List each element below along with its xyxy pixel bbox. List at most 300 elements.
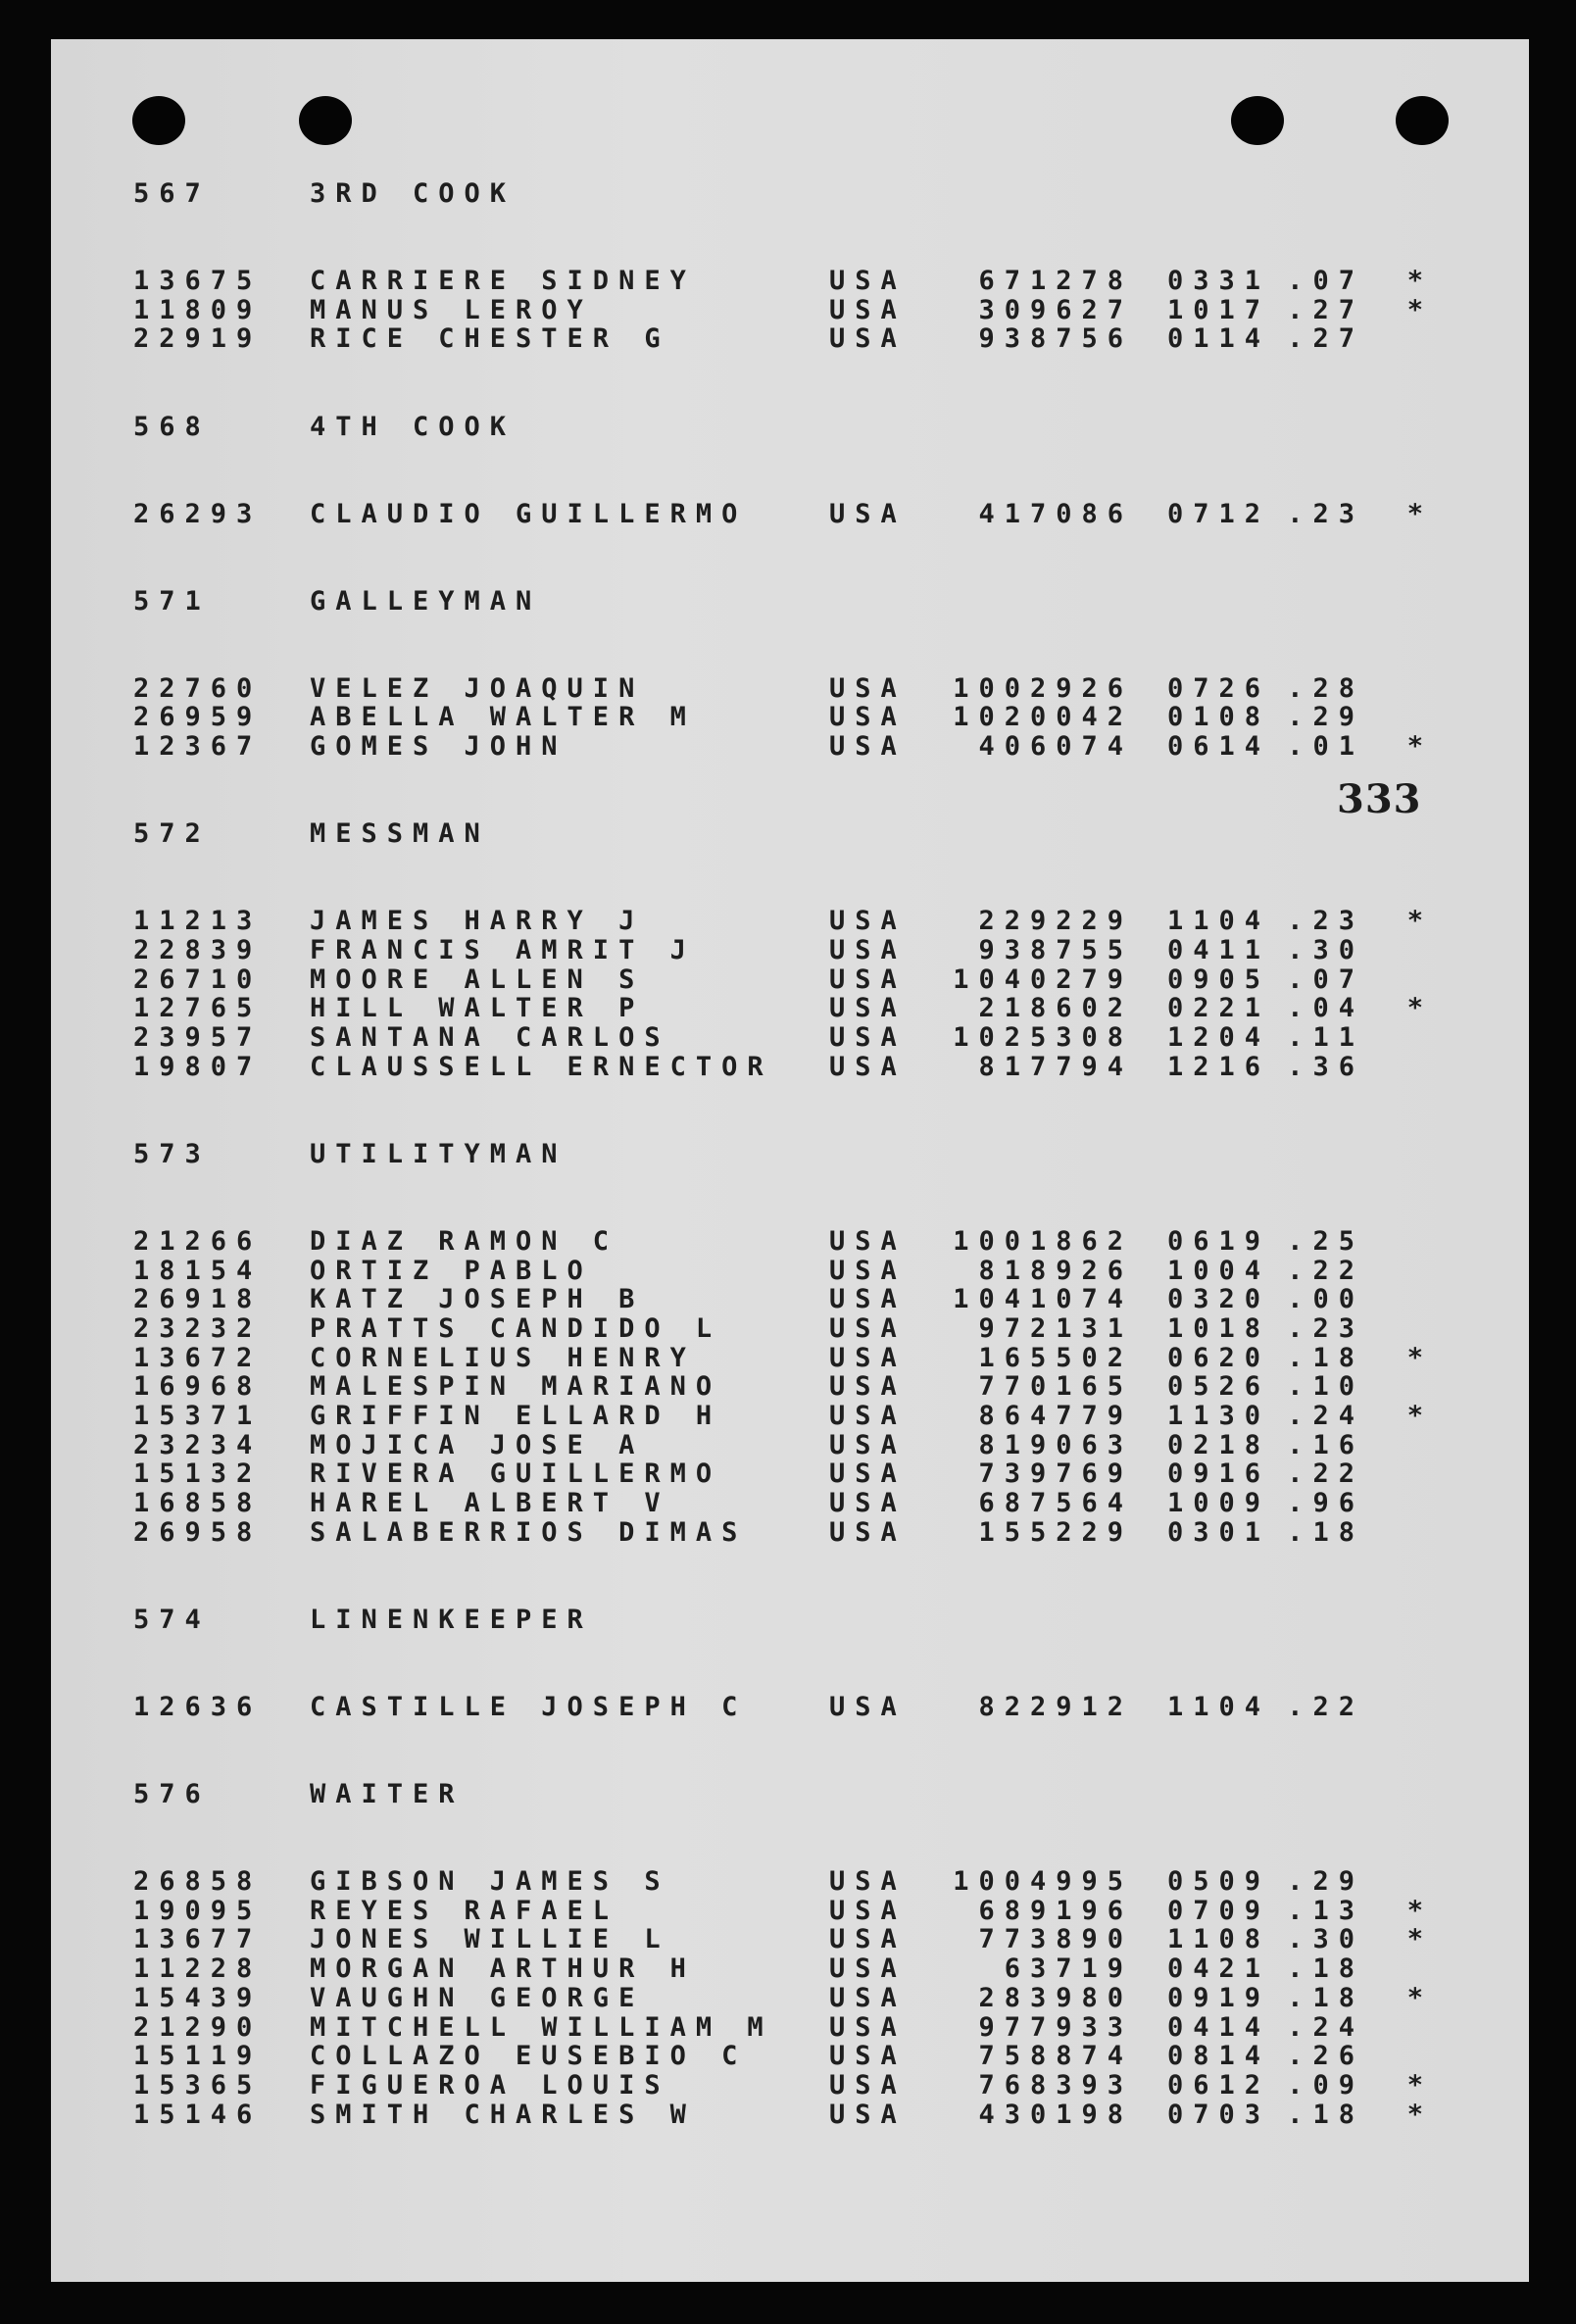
date-code: 0218 [1166,1429,1270,1460]
seaman-id: 11809 [133,294,263,325]
document-number: 1020042 [953,702,1133,733]
date-code: 0726 [1166,672,1270,704]
date-code: 1009 [1166,1488,1270,1519]
crew-row [133,1402,1486,1431]
rate-value: .18 [1287,1953,1364,1985]
seaman-name: RICE CHESTER G [310,323,670,355]
date-code: 0331 [1166,266,1270,297]
date-code: 0421 [1166,1953,1270,1985]
crew-row [133,1053,1486,1082]
rating-section [133,1140,1486,1606]
asterisk-mark [1364,1053,1433,1082]
date-code: 0709 [1166,1895,1270,1926]
date-code: 0114 [1166,323,1270,355]
punch-hole [132,96,185,145]
seaman-id: 15439 [133,1982,263,2013]
citizenship: USA [829,498,907,529]
asterisk-mark [1364,1459,1433,1489]
seaman-id: 15365 [133,2069,263,2101]
rate-value: .18 [1287,2099,1364,2130]
asterisk-mark: * [1406,266,1433,297]
citizenship: USA [829,1516,907,1548]
rate-value: .09 [1287,2069,1364,2101]
asterisk-mark [1364,1431,1433,1460]
document-number: 818926 [978,1255,1133,1286]
seaman-name: MOJICA JOSE A [310,1429,645,1460]
citizenship: USA [829,1284,907,1315]
rate-value: .28 [1287,672,1364,704]
crew-row [133,1867,1486,1897]
document-number: 229229 [978,906,1133,937]
seaman-name: FRANCIS AMRIT J [310,934,696,965]
date-code: 1216 [1166,1051,1270,1082]
seaman-id: 12765 [133,993,263,1024]
seaman-name: MITCHELL WILLIAM M [310,2011,773,2043]
rate-value: .23 [1287,498,1364,529]
date-code: 0620 [1166,1342,1270,1373]
citizenship: USA [829,934,907,965]
crew-row [133,267,1486,296]
section-title: 4TH COOK [310,411,517,442]
rate-value: .29 [1287,1866,1364,1898]
citizenship: USA [829,906,907,937]
rate-value: .29 [1287,702,1364,733]
seaman-id: 13677 [133,1924,263,1955]
asterisk-mark [1364,1693,1433,1722]
seaman-id: 26918 [133,1284,263,1315]
asterisk-mark [1364,965,1433,995]
date-code: 1130 [1166,1401,1270,1432]
citizenship: USA [829,993,907,1024]
rating-section [133,1606,1486,1780]
rate-value: .07 [1287,964,1364,995]
seaman-id: 26293 [133,498,263,529]
punch-hole [299,96,352,145]
seaman-id: 19807 [133,1051,263,1082]
section-code: 576 [133,1779,211,1809]
crew-row [133,1693,1486,1722]
document-number: 309627 [978,294,1133,325]
asterisk-mark: * [1406,498,1433,529]
section-code: 567 [133,178,211,209]
rate-value: .27 [1287,323,1364,355]
crew-row [133,324,1486,354]
seaman-name: RIVERA GUILLERMO [310,1459,722,1490]
seaman-name: SANTANA CARLOS [310,1022,670,1054]
asterisk-mark [1364,1518,1433,1548]
section-header [133,1606,1486,1635]
document-number: 977933 [978,2011,1133,2043]
citizenship: USA [829,731,907,763]
seaman-id: 19095 [133,1895,263,1926]
rate-value: .04 [1287,993,1364,1024]
asterisk-mark [1364,703,1433,732]
asterisk-mark [1364,1227,1433,1257]
seaman-id: 26710 [133,964,263,995]
rate-value: .27 [1287,294,1364,325]
rate-value: .18 [1287,1982,1364,2013]
document-number: 864779 [978,1401,1133,1432]
document-number: 773890 [978,1924,1133,1955]
punch-hole [1231,96,1284,145]
crew-row [133,1023,1486,1053]
rating-section [133,1780,1486,2129]
citizenship: USA [829,294,907,325]
asterisk-mark [1364,2013,1433,2043]
seaman-id: 15132 [133,1459,263,1490]
date-code: 1104 [1166,906,1270,937]
seaman-name: CLAUDIO GUILLERMO [310,498,748,529]
document-number: 63719 [1004,1953,1133,1985]
rating-section [133,587,1486,820]
seaman-name: PRATTS CANDIDO L [310,1312,722,1344]
seaman-name: GIBSON JAMES S [310,1866,670,1898]
asterisk-mark: * [1406,2069,1433,2101]
citizenship: USA [829,1924,907,1955]
rate-value: .07 [1287,266,1364,297]
seaman-name: CARRIERE SIDNEY [310,266,696,297]
section-code: 571 [133,585,211,617]
date-code: 0619 [1166,1225,1270,1257]
rate-value: .30 [1287,934,1364,965]
date-code: 0320 [1166,1284,1270,1315]
rate-value: .23 [1287,1312,1364,1344]
section-title: 3RD COOK [310,178,517,209]
citizenship: USA [829,1401,907,1432]
date-code: 0108 [1166,702,1270,733]
crew-row [133,1314,1486,1344]
date-code: 0614 [1166,731,1270,763]
seaman-name: JONES WILLIE L [310,1924,670,1955]
date-code: 1204 [1166,1022,1270,1054]
rate-value: .23 [1287,906,1364,937]
seaman-name: SMITH CHARLES W [310,2099,696,2130]
seaman-id: 12367 [133,731,263,763]
seaman-name: COLLAZO EUSEBIO C [310,2041,748,2072]
document-number: 165502 [978,1342,1133,1373]
document-number: 770165 [978,1371,1133,1403]
document-number: 430198 [978,2099,1133,2130]
document-number: 1001862 [953,1225,1133,1257]
document-number: 689196 [978,1895,1133,1926]
seaman-name: REYES RAFAEL [310,1895,619,1926]
document-number: 1041074 [953,1284,1133,1315]
rate-value: .01 [1287,731,1364,763]
document-number: 817794 [978,1051,1133,1082]
seaman-id: 21266 [133,1225,263,1257]
rate-value: .26 [1287,2041,1364,2072]
rating-section [133,819,1486,1140]
seaman-id: 18154 [133,1255,263,1286]
rate-value: .18 [1287,1342,1364,1373]
section-title: LINENKEEPER [310,1604,593,1635]
rating-section [133,179,1486,413]
date-code: 0612 [1166,2069,1270,2101]
crew-row [133,703,1486,732]
seaman-name: ORTIZ PABLO [310,1255,593,1286]
seaman-id: 16858 [133,1488,263,1519]
asterisk-mark: * [1406,1895,1433,1926]
rate-value: .24 [1287,2011,1364,2043]
citizenship: USA [829,2041,907,2072]
document-number: 822912 [978,1691,1133,1722]
crew-row [133,1518,1486,1548]
rate-value: .36 [1287,1051,1364,1082]
document-number: 739769 [978,1459,1133,1490]
document-number: 1004995 [953,1866,1133,1898]
asterisk-mark [1364,324,1433,354]
seaman-name: CLAUSSELL ERNECTOR [310,1051,773,1082]
asterisk-mark: * [1406,906,1433,937]
rate-value: .13 [1287,1895,1364,1926]
date-code: 0301 [1166,1516,1270,1548]
citizenship: USA [829,1953,907,1985]
date-code: 1004 [1166,1255,1270,1286]
section-title: UTILITYMAN [310,1138,567,1169]
seaman-id: 23957 [133,1022,263,1054]
section-code: 573 [133,1138,211,1169]
seaman-name: MORGAN ARTHUR H [310,1953,696,1985]
date-code: 0414 [1166,2011,1270,2043]
rate-value: .10 [1287,1371,1364,1403]
document-number: 1025308 [953,1022,1133,1054]
asterisk-mark [1364,1867,1433,1897]
crew-row [133,965,1486,995]
date-code: 0916 [1166,1459,1270,1490]
date-code: 0221 [1166,993,1270,1024]
asterisk-mark [1364,1954,1433,1984]
document-number: 406074 [978,731,1133,763]
seaman-name: HILL WALTER P [310,993,645,1024]
date-code: 1104 [1166,1691,1270,1722]
crew-row [133,1285,1486,1314]
citizenship: USA [829,1982,907,2013]
crew-row [133,1954,1486,1984]
crew-row [133,500,1486,529]
date-code: 0712 [1166,498,1270,529]
seaman-id: 13675 [133,266,263,297]
document-number: 155229 [978,1516,1133,1548]
seaman-name: KATZ JOSEPH B [310,1284,645,1315]
rate-value: .22 [1287,1691,1364,1722]
seaman-id: 26959 [133,702,263,733]
asterisk-mark: * [1406,294,1433,325]
crew-row [133,994,1486,1023]
seaman-name: MALESPIN MARIANO [310,1371,722,1403]
seaman-id: 12636 [133,1691,263,1722]
citizenship: USA [829,2069,907,2101]
seaman-id: 26958 [133,1516,263,1548]
date-code: 1108 [1166,1924,1270,1955]
seaman-id: 16968 [133,1371,263,1403]
document-number: 671278 [978,266,1133,297]
citizenship: USA [829,1488,907,1519]
seaman-id: 15371 [133,1401,263,1432]
document-number: 938756 [978,323,1133,355]
section-title: WAITER [310,1779,465,1809]
page-number-stamp: 333 [1337,776,1422,822]
asterisk-mark [1364,936,1433,965]
seaman-name: CORNELIUS HENRY [310,1342,696,1373]
citizenship: USA [829,1459,907,1490]
date-code: 0905 [1166,964,1270,995]
seaman-name: HAREL ALBERT V [310,1488,670,1519]
date-code: 0509 [1166,1866,1270,1898]
seaman-name: JAMES HARRY J [310,906,645,937]
asterisk-mark: * [1406,993,1433,1024]
crew-row [133,1344,1486,1373]
crew-listing [133,179,1486,2129]
seaman-id: 23234 [133,1429,263,1460]
seaman-id: 23232 [133,1312,263,1344]
citizenship: USA [829,1312,907,1344]
asterisk-mark [1364,1314,1433,1344]
rate-value: .16 [1287,1429,1364,1460]
document-number: 687564 [978,1488,1133,1519]
seaman-name: DIAZ RAMON C [310,1225,619,1257]
citizenship: USA [829,2011,907,2043]
seaman-id: 21290 [133,2011,263,2043]
section-header [133,413,1486,442]
rate-value: .96 [1287,1488,1364,1519]
section-header [133,587,1486,617]
rate-value: .11 [1287,1022,1364,1054]
document-number: 218602 [978,993,1133,1024]
section-code: 574 [133,1604,211,1635]
date-code: 0703 [1166,2099,1270,2130]
crew-row [133,1372,1486,1402]
section-header [133,179,1486,209]
document-number: 758874 [978,2041,1133,2072]
rate-value: .22 [1287,1459,1364,1490]
citizenship: USA [829,1225,907,1257]
citizenship: USA [829,672,907,704]
citizenship: USA [829,964,907,995]
citizenship: USA [829,1691,907,1722]
seaman-id: 15119 [133,2041,263,2072]
citizenship: USA [829,2099,907,2130]
section-header [133,819,1486,849]
asterisk-mark: * [1406,1924,1433,1955]
rate-value: .18 [1287,1516,1364,1548]
rate-value: .00 [1287,1284,1364,1315]
asterisk-mark [1364,674,1433,704]
date-code: 1018 [1166,1312,1270,1344]
seaman-name: SALABERRIOS DIMAS [310,1516,748,1548]
date-code: 0411 [1166,934,1270,965]
citizenship: USA [829,1255,907,1286]
date-code: 0919 [1166,1982,1270,2013]
crew-row [133,1984,1486,2013]
seaman-id: 15146 [133,2099,263,2130]
citizenship: USA [829,1342,907,1373]
seaman-id: 11213 [133,906,263,937]
section-title: MESSMAN [310,818,490,850]
asterisk-mark: * [1406,2099,1433,2130]
citizenship: USA [829,1429,907,1460]
seaman-name: ABELLA WALTER M [310,702,696,733]
citizenship: USA [829,1895,907,1926]
rate-value: .30 [1287,1924,1364,1955]
punch-hole [1396,96,1449,145]
date-code: 0526 [1166,1371,1270,1403]
seaman-id: 13672 [133,1342,263,1373]
crew-row [133,296,1486,325]
seaman-name: MOORE ALLEN S [310,964,645,995]
section-header [133,1780,1486,1809]
document-number: 1002926 [953,672,1133,704]
document-number: 1040279 [953,964,1133,995]
crew-row [133,2013,1486,2043]
document-page [51,39,1529,2282]
document-number: 283980 [978,1982,1133,2013]
rate-value: .22 [1287,1255,1364,1286]
crew-row [133,1925,1486,1954]
seaman-id: 26858 [133,1866,263,1898]
crew-row [133,732,1486,762]
section-title: GALLEYMAN [310,585,542,617]
document-number: 768393 [978,2069,1133,2101]
crew-row [133,1897,1486,1926]
document-number: 972131 [978,1312,1133,1344]
seaman-id: 22760 [133,672,263,704]
seaman-id: 22839 [133,934,263,965]
asterisk-mark: * [1406,1342,1433,1373]
rate-value: .24 [1287,1401,1364,1432]
asterisk-mark [1364,2042,1433,2071]
citizenship: USA [829,1371,907,1403]
rate-value: .25 [1287,1225,1364,1257]
document-number: 938755 [978,934,1133,965]
crew-row [133,1431,1486,1460]
citizenship: USA [829,266,907,297]
crew-row [133,2042,1486,2071]
asterisk-mark [1364,1489,1433,1518]
seaman-name: VAUGHN GEORGE [310,1982,645,2013]
document-number: 417086 [978,498,1133,529]
asterisk-mark [1364,1372,1433,1402]
asterisk-mark [1364,1285,1433,1314]
crew-row [133,1257,1486,1286]
crew-row [133,2071,1486,2101]
crew-row [133,2101,1486,2130]
seaman-id: 22919 [133,323,263,355]
asterisk-mark [1364,1023,1433,1053]
date-code: 1017 [1166,294,1270,325]
crew-row [133,936,1486,965]
asterisk-mark: * [1406,1401,1433,1432]
citizenship: USA [829,702,907,733]
crew-row [133,1227,1486,1257]
citizenship: USA [829,1051,907,1082]
crew-row [133,1489,1486,1518]
seaman-id: 11228 [133,1953,263,1985]
crew-row [133,1459,1486,1489]
seaman-name: GOMES JOHN [310,731,567,763]
crew-row [133,674,1486,704]
seaman-name: VELEZ JOAQUIN [310,672,645,704]
citizenship: USA [829,1022,907,1054]
crew-row [133,907,1486,936]
seaman-name: CASTILLE JOSEPH C [310,1691,748,1722]
asterisk-mark: * [1406,1982,1433,2013]
rating-section [133,413,1486,587]
document-number: 819063 [978,1429,1133,1460]
section-code: 572 [133,818,211,850]
asterisk-mark [1364,1257,1433,1286]
section-code: 568 [133,411,211,442]
section-header [133,1140,1486,1169]
